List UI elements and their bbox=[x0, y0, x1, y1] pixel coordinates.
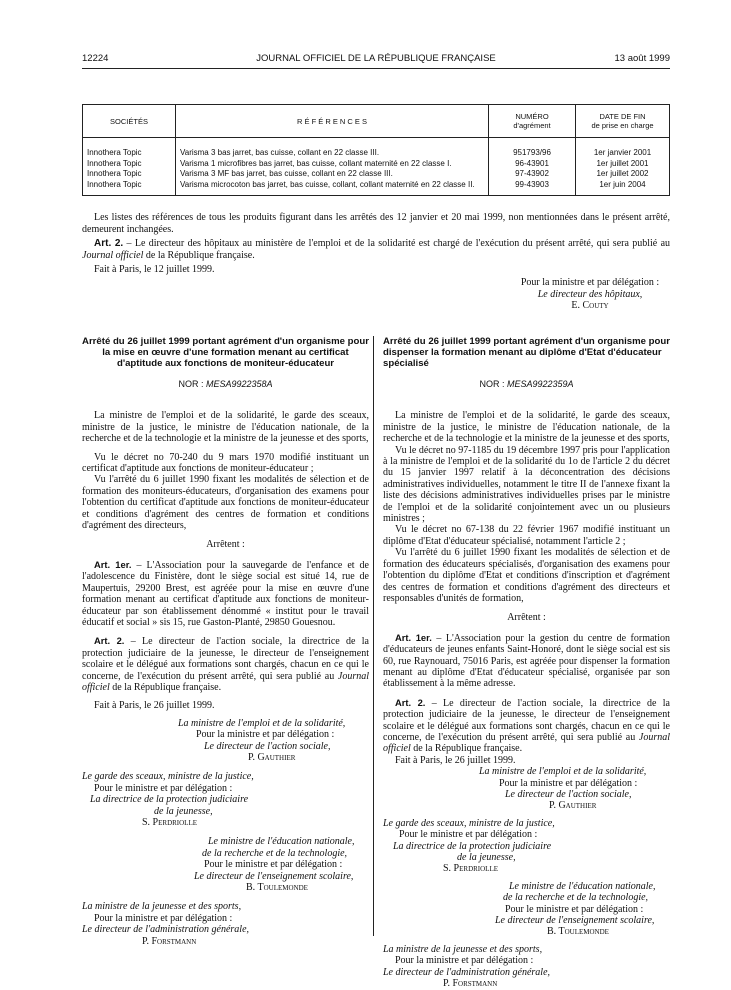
signature-line: La ministre de la jeunesse et des sports, bbox=[383, 943, 543, 955]
col-header-date bbox=[576, 105, 670, 138]
signature-block bbox=[383, 766, 670, 812]
preamble-fait: Fait à Paris, le 12 juillet 1999. bbox=[94, 264, 215, 276]
signature-line: Pour la ministre et par délégation : bbox=[520, 277, 660, 288]
signature-line: Le directeur de l'action sociale, bbox=[204, 740, 331, 752]
cell-societe: Innothera Topic bbox=[83, 180, 176, 196]
arretent-heading: Arrêtent : bbox=[507, 612, 546, 624]
cell-numero: 97-43902 bbox=[489, 169, 576, 180]
article-label: Art. 2. bbox=[94, 238, 124, 250]
article-label: Art. 2. bbox=[94, 635, 125, 647]
preamble bbox=[82, 212, 670, 276]
article-label: Art. 1er. bbox=[94, 558, 132, 570]
signature-block bbox=[383, 944, 670, 990]
signature-name: S. Perdriolle bbox=[142, 817, 198, 828]
article-end: de la République française. bbox=[410, 743, 523, 755]
signature-block bbox=[383, 818, 670, 875]
article-1 bbox=[82, 559, 369, 628]
running-header bbox=[82, 53, 670, 65]
signature-line: Pour le ministre et par délégation : bbox=[94, 782, 233, 794]
references-table bbox=[82, 104, 670, 196]
left-column bbox=[82, 336, 369, 947]
signature-line: Le garde des sceaux, ministre de la justice, bbox=[383, 817, 555, 829]
signature-line: Le directeur de l'action sociale, bbox=[505, 789, 632, 800]
table-row bbox=[83, 169, 670, 180]
nor-reference bbox=[383, 379, 670, 390]
date-line2: de prise en charge bbox=[591, 121, 654, 130]
right-column bbox=[383, 336, 670, 990]
preamble-article-2 bbox=[82, 238, 670, 261]
journal-title: JOURNAL OFFICIEL DE LA RÉPUBLIQUE FRANÇAISE bbox=[256, 53, 496, 64]
cell-numero: 951793/96 bbox=[489, 138, 576, 159]
col-header-references: R É F É R E N C E S bbox=[176, 105, 489, 138]
signature-block bbox=[82, 718, 369, 764]
cell-numero: 96-43901 bbox=[489, 159, 576, 170]
cell-reference: Varisma microcoton bas jarret, bas cuisse, collant, collant maternité en 22 classe II. bbox=[176, 180, 489, 196]
signature-line: Le garde des sceaux, ministre de la justice, bbox=[82, 771, 254, 783]
signature-name: P. Forstmann bbox=[142, 935, 197, 947]
column-separator bbox=[373, 336, 374, 936]
signature-block bbox=[383, 881, 670, 938]
signature-line: de la jeunesse, bbox=[154, 805, 213, 817]
signature-block bbox=[82, 901, 369, 947]
signature-line: de la jeunesse, bbox=[457, 852, 516, 864]
arrete-title: Arrêté du 26 juillet 1999 portant agrément d'un organisme pour dispenser la formation menant au diplôme d'Etat d'éducateur spécialisé bbox=[383, 336, 670, 369]
signature-title: Le directeur des hôpitaux, bbox=[537, 288, 643, 300]
article-end: de la République française. bbox=[109, 681, 222, 693]
nor-code: MESA9922358A bbox=[205, 379, 273, 389]
signature-name: P. Gauthier bbox=[248, 751, 296, 763]
journal-ref: Journal officiel bbox=[82, 249, 144, 261]
signature-line: Pour la ministre et par délégation : bbox=[196, 729, 335, 741]
signature-name: S. Perdriolle bbox=[443, 863, 499, 875]
numero-line2: d'agrément bbox=[513, 121, 551, 130]
col-header-societes: SOCIÉTÉS bbox=[83, 105, 176, 138]
page-number: 12224 bbox=[82, 53, 109, 64]
signature-line: Pour le ministre et par délégation : bbox=[505, 903, 644, 915]
cell-reference: Varisma 3 MF bas jarret, bas cuisse, collant en 22 classe III. bbox=[176, 169, 489, 180]
signature-block bbox=[82, 771, 369, 828]
signature-line: La ministre de l'emploi et de la solidarité, bbox=[479, 766, 647, 778]
visa-paragraph: La ministre de l'emploi et de la solidarité, le garde des sceaux, ministre de la justice, le ministre de l'éducation nationale, de la recherche et de la technologie et la ministre de la jeunesse et des sports, bbox=[82, 410, 369, 445]
nor-code: MESA9922359A bbox=[506, 379, 574, 389]
cell-societe: Innothera Topic bbox=[83, 159, 176, 170]
header-rule bbox=[82, 68, 670, 69]
signature-name: E. Couty bbox=[571, 300, 609, 312]
cell-date: 1er janvier 2001 bbox=[576, 138, 670, 159]
article-2 bbox=[82, 635, 369, 693]
article-label: Art. 1er. bbox=[395, 631, 432, 643]
table-row bbox=[83, 180, 670, 196]
signature-line: La ministre de la jeunesse et des sports, bbox=[82, 901, 242, 913]
journal-ref: Journal officiel bbox=[383, 731, 670, 755]
signature-line: Le ministre de l'éducation nationale, bbox=[509, 880, 656, 892]
signature-block bbox=[82, 836, 369, 893]
article-text: – Le directeur de l'action sociale, la directrice de la protection judiciaire de la jeunesse, le directeur de l'enseignement scolaire et le délégué aux formations sont chargés, chacun en ce qui le concerne, de l'exécution du présent arrêté, qui sera publié au bbox=[383, 697, 670, 743]
signature-line: de la recherche et de la technologie, bbox=[503, 892, 649, 904]
cell-date: 1er juillet 2002 bbox=[576, 169, 670, 180]
signature-line: Le directeur de l'administration générale, bbox=[82, 924, 250, 936]
cell-reference: Varisma 1 microfibres bas jarret, bas cuisse, collant maternité en 22 classe I. bbox=[176, 159, 489, 170]
visa-paragraph: Vu le décret no 70-240 du 9 mars 1970 modifié instituant un certificat d'aptitude aux fonctions de moniteur-éducateur ; bbox=[82, 451, 369, 475]
signature-line: Pour la ministre et par délégation : bbox=[94, 912, 233, 924]
visa-paragraph: Vu le décret no 97-1185 du 19 décembre 1997 pris pour l'application à la ministre de l'emploi et de la solidarité du 1o de l'article 2 du décret du 15 janvier 1997 relatif à la déconcentration des décisions administratives individuelles, notamment le titre II de l'annexe fixant la liste des décisions administratives individuelles prises par le ministre de l'emploi et de la solidarité conjointement avec un ou plusieurs ministres ; bbox=[383, 444, 670, 525]
numero-line1: NUMÉRO bbox=[515, 112, 549, 121]
signature-line: Pour la ministre et par délégation : bbox=[395, 955, 534, 967]
nor-label: NOR : bbox=[479, 379, 507, 389]
preamble-signature bbox=[510, 277, 670, 312]
signature-name: B. Toulemonde bbox=[547, 926, 609, 938]
signature-line: La ministre de l'emploi et de la solidarité, bbox=[178, 717, 346, 729]
signature-line: de la recherche et de la technologie, bbox=[202, 847, 348, 859]
date-line1: DATE DE FIN bbox=[599, 112, 646, 121]
article-2 bbox=[383, 697, 670, 755]
table-header-row bbox=[83, 105, 670, 138]
arrete-title: Arrêté du 26 juillet 1999 portant agrément d'un organisme pour la mise en œuvre d'une formation menant au certificat d'aptitude aux fonctions de moniteur-éducateur bbox=[82, 336, 369, 369]
visa-paragraph: Vu le décret no 67-138 du 22 février 1967 modifié instituant un diplôme d'Etat d'éducateur spécialisé, notamment l'article 2 ; bbox=[383, 524, 670, 547]
signature-line: Pour le ministre et par délégation : bbox=[204, 859, 343, 871]
cell-date: 1er juillet 2001 bbox=[576, 159, 670, 170]
article-1 bbox=[383, 632, 670, 690]
visa-paragraph: Vu l'arrêté du 6 juillet 1990 fixant les modalités de sélection et de formation des moniteurs-éducateurs, d'organisation des examens pour l'obtention du certificat d'aptitude aux fonctions de moniteur-éducateur et conditions d'agrément des centres de formation et conditions d'agrément des directeurs, bbox=[82, 474, 369, 532]
issue-date: 13 août 1999 bbox=[614, 53, 670, 64]
nor-reference bbox=[82, 379, 369, 390]
signature-line: Pour le ministre et par délégation : bbox=[399, 829, 538, 841]
signature-line: Le ministre de l'éducation nationale, bbox=[208, 836, 355, 848]
article-text: – L'Association pour la gestion du centre de formation d'éducateurs de jeunes enfants Saint-Honoré, dont le siège social est sis 60, rue Raynouard, 75016 Paris, est agréée pour dispenser la formation menant au diplôme d'Etat d'éducateur spécialisé, organisée par son établissement à la même adresse. bbox=[383, 632, 670, 690]
signature-line: Le directeur de l'enseignement scolaire, bbox=[495, 915, 655, 927]
article-text: – Le directeur des hôpitaux au ministère de l'emploi et de la solidarité est chargé de l'exécution du présent arrêté, qui sera publié au bbox=[123, 238, 671, 250]
article-text: – L'Association pour la sauvegarde de l'enfance et de l'adolescence du Finistère, dont le siège social est situé 14, rue de Maupertuis, 29200 Brest, est agréée pour la mise en œuvre d'une formation menant au certificat d'aptitude aux fonctions de moniteur-éducateur par son établissement dénommé « institut pour le travail éducatif et social » sis 15, rue Gaston-Planté, 29850 Gouesnou. bbox=[82, 559, 369, 628]
signature-line: La directrice de la protection judiciaire bbox=[90, 794, 249, 806]
table-row bbox=[83, 159, 670, 170]
article-label: Art. 2. bbox=[395, 696, 426, 708]
col-header-numero bbox=[489, 105, 576, 138]
visa-paragraph: Vu l'arrêté du 6 juillet 1990 fixant les modalités de sélection et de formation des éducateurs spécialisés, d'organisation des examens pour l'obtention du diplôme d'Etat et conditions d'inscription et d'agrément des centres de formation et conditions d'agrément des directeurs et responsables d'unités de formation, bbox=[383, 547, 670, 604]
fait-a-paris: Fait à Paris, le 26 juillet 1999. bbox=[395, 754, 516, 766]
nor-label: NOR : bbox=[178, 379, 206, 389]
signature-line: Le directeur de l'enseignement scolaire, bbox=[194, 870, 354, 882]
arretent-heading: Arrêtent : bbox=[206, 539, 245, 551]
table-row bbox=[83, 138, 670, 159]
cell-numero: 99-43903 bbox=[489, 180, 576, 196]
signature-name: P. Forstmann bbox=[443, 978, 498, 990]
cell-date: 1er juin 2004 bbox=[576, 180, 670, 196]
cell-societe: Innothera Topic bbox=[83, 138, 176, 159]
signature-name: P. Gauthier bbox=[549, 800, 597, 812]
cell-societe: Innothera Topic bbox=[83, 169, 176, 180]
article-end: de la République française. bbox=[143, 249, 255, 261]
signature-name: B. Toulemonde bbox=[246, 882, 308, 894]
signature-line: Pour la ministre et par délégation : bbox=[499, 777, 638, 789]
signature-line: La directrice de la protection judiciaire bbox=[393, 840, 552, 852]
signature-line: Le directeur de l'administration générale, bbox=[383, 966, 551, 978]
preamble-paragraph: Les listes des références de tous les produits figurant dans les arrêtés des 12 janvier et 20 mai 1999, non mentionnées dans le présent arrêté, demeurent inchangées. bbox=[82, 212, 670, 235]
fait-a-paris: Fait à Paris, le 26 juillet 1999. bbox=[94, 700, 215, 712]
cell-reference: Varisma 3 bas jarret, bas cuisse, collant en 22 classe III. bbox=[176, 138, 489, 159]
journal-ref: Journal officiel bbox=[82, 670, 369, 693]
visa-paragraph: La ministre de l'emploi et de la solidarité, le garde des sceaux, ministre de la justice, le ministre de l'éducation nationale, de la recherche et de la technologie et la ministre de la jeunesse et des sports, bbox=[383, 410, 670, 445]
article-text: – Le directeur de l'action sociale, la directrice de la protection judiciaire de la jeunesse, le directeur de l'enseignement scolaire et le délégué aux formations sont chargés, chacun en ce qui le concerne, de l'exécution du présent arrêté, qui sera publié au bbox=[82, 636, 369, 682]
